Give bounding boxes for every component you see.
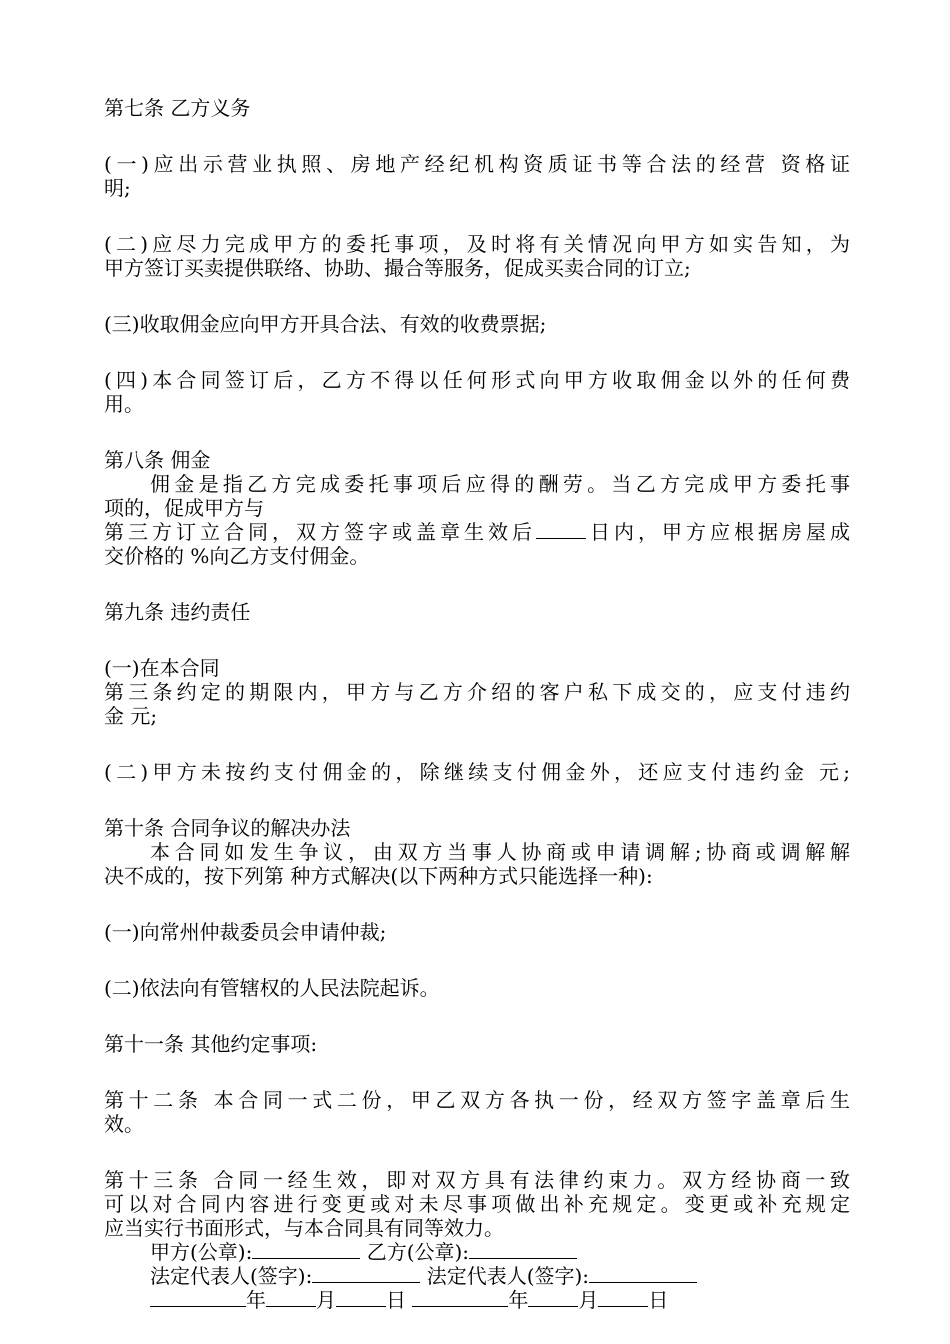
article-11-heading: 第十一条 其他约定事项: — [104, 1032, 318, 1056]
article-8-line-3-part-1: 第三方订立合同，双方签字或盖章生效后 — [104, 520, 536, 544]
days-blank — [536, 522, 586, 539]
signature-seal-row — [104, 1240, 850, 1264]
party-a-rep-blank — [312, 1266, 420, 1283]
party-b-seal-label: 乙方(公章): — [366, 1240, 470, 1264]
article-8-line-1: 佣金是指乙方完成委托事项后应得的酬劳。当乙方完成甲方委托事 — [150, 472, 850, 496]
party-b-year-label: 年 — [508, 1288, 529, 1312]
party-a-month-label: 月 — [316, 1288, 336, 1312]
article-10-option-1: (一)向常州仲裁委员会申请仲裁; — [104, 920, 387, 944]
article-7-item-3: (三)收取佣金应向甲方开具合法、有效的收费票据; — [104, 312, 547, 336]
article-9-item-1-line-3: 金 元; — [104, 704, 158, 728]
article-7-item-2-line-1: (二)应尽力完成甲方的委托事项，及时将有关情况向甲方如实告知，为 — [104, 232, 850, 256]
party-b-month-blank — [528, 1290, 578, 1307]
article-13-line-2: 可以对合同内容进行变更或对未尽事项做出补充规定。变更或补充规定 — [104, 1192, 850, 1216]
article-7-heading: 第七条 乙方义务 — [104, 96, 251, 120]
party-b-year-blank — [412, 1290, 508, 1307]
article-8-line-3-part-2: 日内，甲方应根据房屋成 — [586, 520, 850, 544]
article-13-line-1: 第十三条 合同一经生效，即对双方具有法律约束力。双方经协商一致 — [104, 1168, 850, 1192]
party-a-rep-label: 法定代表人(签字): — [150, 1264, 313, 1288]
party-a-day-blank — [336, 1290, 386, 1307]
article-7-item-4-line-1: (四)本合同签订后，乙方不得以任何形式向甲方收取佣金以外的任何费 — [104, 368, 850, 392]
signature-rep-row — [104, 1264, 850, 1288]
article-8-line-2: 项的，促成甲方与 — [104, 496, 264, 520]
party-b-day-label: 日 — [648, 1288, 669, 1312]
signature-date-row — [104, 1288, 850, 1312]
article-7-item-2-line-2: 甲方签订买卖提供联络、协助、撮合等服务，促成买卖合同的订立; — [104, 256, 691, 280]
party-a-seal-label: 甲方(公章): — [150, 1240, 253, 1264]
article-8-heading: 第八条 佣金 — [104, 448, 211, 472]
article-7-item-1-line-1: (一)应出示营业执照、房地产经纪机构资质证书等合法的经营 资格证 — [104, 152, 850, 176]
party-b-rep-label: 法定代表人(签字): — [426, 1264, 590, 1288]
article-9-item-1-line-2: 第三条约定的期限内，甲方与乙方介绍的客户私下成交的，应支付违约 — [104, 680, 850, 704]
article-8-line-3 — [104, 520, 850, 544]
article-10-line-1: 本合同如发生争议，由双方当事人协商或申请调解;协商或调解解 — [150, 840, 850, 864]
party-a-year-blank — [150, 1290, 246, 1307]
article-9-item-1-line-1: (一)在本合同 — [104, 656, 220, 680]
party-b-month-label: 月 — [578, 1288, 599, 1312]
party-a-month-blank — [266, 1290, 316, 1307]
party-b-rep-blank — [589, 1266, 697, 1283]
article-8-line-4: 交价格的 %向乙方支付佣金。 — [104, 544, 370, 568]
article-10-option-2: (二)依法向有管辖权的人民法院起诉。 — [104, 976, 440, 1000]
party-b-seal-blank — [469, 1242, 577, 1259]
article-12-line-1: 第十二条 本合同一式二份，甲乙双方各执一份，经双方签字盖章后生 — [104, 1088, 850, 1112]
article-7-item-1-line-2: 明; — [104, 176, 131, 200]
party-a-year-label: 年 — [246, 1288, 266, 1312]
party-a-day-label: 日 — [386, 1288, 406, 1312]
article-12-line-2: 效。 — [104, 1112, 144, 1136]
article-7-item-4-line-2: 用。 — [104, 392, 144, 416]
article-9-heading: 第九条 违约责任 — [104, 600, 251, 624]
party-b-day-blank — [598, 1290, 648, 1307]
party-a-seal-blank — [252, 1242, 360, 1259]
article-10-heading: 第十条 合同争议的解决办法 — [104, 816, 351, 840]
article-13-line-3: 应当实行书面形式，与本合同具有同等效力。 — [104, 1216, 504, 1240]
article-9-item-2: (二)甲方未按约支付佣金的，除继续支付佣金外，还应支付违约金 元; — [104, 760, 850, 784]
article-10-line-2: 决不成的，按下列第 种方式解决(以下两种方式只能选择一种): — [104, 864, 653, 888]
